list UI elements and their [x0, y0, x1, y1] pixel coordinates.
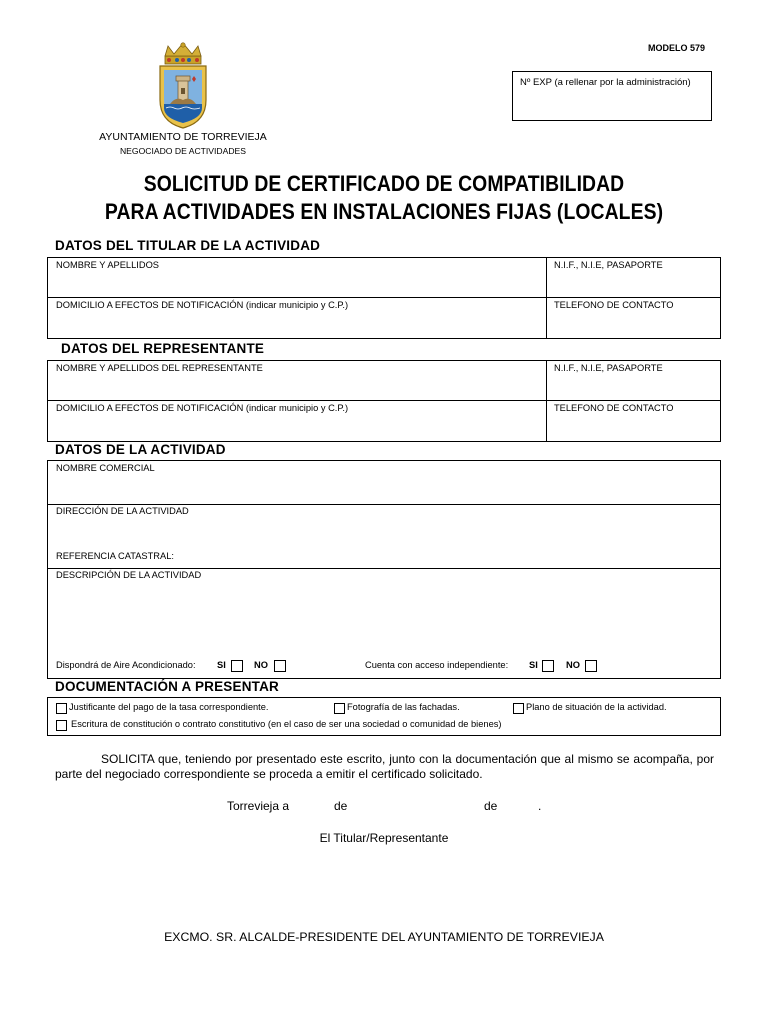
documentation-table — [47, 697, 721, 736]
cadastral-reference-field[interactable]: REFERENCIA CATASTRAL: — [56, 551, 174, 561]
signature-label: El Titular/Representante — [319, 831, 449, 845]
incorporation-deed-checkbox[interactable] — [56, 720, 67, 731]
air-conditioning-yes-checkbox[interactable] — [231, 660, 243, 672]
titular-phone-field[interactable]: TELEFONO DE CONTACTO — [554, 300, 674, 310]
date-place-label: Torrevieja a — [227, 799, 290, 813]
titular-id-field[interactable]: N.I.F., N.I.E, PASAPORTE — [554, 260, 663, 270]
date-of-label-2: de — [484, 799, 498, 813]
air-conditioning-yes-label: SI — [217, 660, 226, 670]
independent-access-yes-label: SI — [529, 660, 538, 670]
representante-id-field[interactable]: N.I.F., N.I.E, PASAPORTE — [554, 363, 663, 373]
titular-section-heading: DATOS DEL TITULAR DE LA ACTIVIDAD — [55, 238, 321, 253]
representante-address-field[interactable]: DOMICILIO A EFECTOS DE NOTIFICACIÓN (indicar municipio y C.P.) — [56, 403, 349, 413]
payment-receipt-checkbox[interactable] — [56, 703, 67, 714]
representante-table — [47, 360, 721, 442]
location-plan-checkbox[interactable] — [513, 703, 524, 714]
facade-photos-label: Fotografía de las fachadas. — [347, 702, 460, 712]
titular-address-field[interactable]: DOMICILIO A EFECTOS DE NOTIFICACIÓN (indicar municipio y C.P.) — [56, 300, 349, 310]
activity-address-field[interactable]: DIRECCIÓN DE LA ACTIVIDAD — [56, 506, 189, 516]
location-plan-label: Plano de situación de la actividad. — [526, 702, 667, 712]
addressee: EXCMO. SR. ALCALDE-PRESIDENTE DEL AYUNTAMIENTO DE TORREVIEJA — [164, 930, 604, 944]
activity-description-field[interactable]: DESCRIPCIÓN DE LA ACTIVIDAD — [56, 570, 202, 580]
page-title-line-1: SOLICITUD DE CERTIFICADO DE COMPATIBILIDAD — [143, 171, 625, 196]
facade-photos-checkbox[interactable] — [334, 703, 345, 714]
titular-name-field[interactable]: NOMBRE Y APELLIDOS — [56, 260, 159, 270]
independent-access-label: Cuenta con acceso independiente: — [365, 660, 509, 670]
date-end-period: . — [538, 799, 542, 813]
expedient-number-box[interactable] — [512, 71, 712, 121]
air-conditioning-label: Dispondrá de Aire Acondicionado: — [56, 660, 196, 670]
independent-access-yes-checkbox[interactable] — [542, 660, 554, 672]
form-model-number: MODELO 579 — [648, 43, 706, 53]
city-council-name: AYUNTAMIENTO DE TORREVIEJA — [99, 131, 267, 143]
air-conditioning-no-label: NO — [254, 660, 268, 670]
representante-phone-field[interactable]: TELEFONO DE CONTACTO — [554, 403, 674, 413]
air-conditioning-no-checkbox[interactable] — [274, 660, 286, 672]
expedient-number-label: Nº EXP (a rellenar por la administración) — [520, 77, 691, 88]
independent-access-no-checkbox[interactable] — [585, 660, 597, 672]
coat-of-arms-icon — [154, 42, 212, 130]
documentacion-section-heading: DOCUMENTACIÓN A PRESENTAR — [55, 679, 279, 694]
page-title-line-2: PARA ACTIVIDADES EN INSTALACIONES FIJAS (LOCALES) — [104, 199, 664, 224]
representante-section-heading: DATOS DEL REPRESENTANTE — [61, 341, 265, 356]
payment-receipt-label: Justificante del pago de la tasa correspondiente. — [69, 702, 269, 712]
actividad-section-heading: DATOS DE LA ACTIVIDAD — [55, 442, 226, 457]
department-name: NEGOCIADO DE ACTIVIDADES — [119, 146, 247, 156]
independent-access-no-label: NO — [566, 660, 580, 670]
request-paragraph: SOLICITA que, teniendo por presentado este escrito, junto con la documentación que al mismo se acompaña, por parte del negociado correspondiente se proceda a emitir el certificado solicitado. — [55, 752, 714, 781]
actividad-table — [47, 460, 721, 679]
trade-name-field[interactable]: NOMBRE COMERCIAL — [56, 463, 155, 473]
representante-name-field[interactable]: NOMBRE Y APELLIDOS DEL REPRESENTANTE — [56, 363, 263, 373]
titular-table — [47, 257, 721, 339]
date-of-label-1: de — [334, 799, 348, 813]
incorporation-deed-label: Escritura de constitución o contrato constitutivo (en el caso de ser una sociedad o comunidad de bienes) — [71, 719, 502, 729]
